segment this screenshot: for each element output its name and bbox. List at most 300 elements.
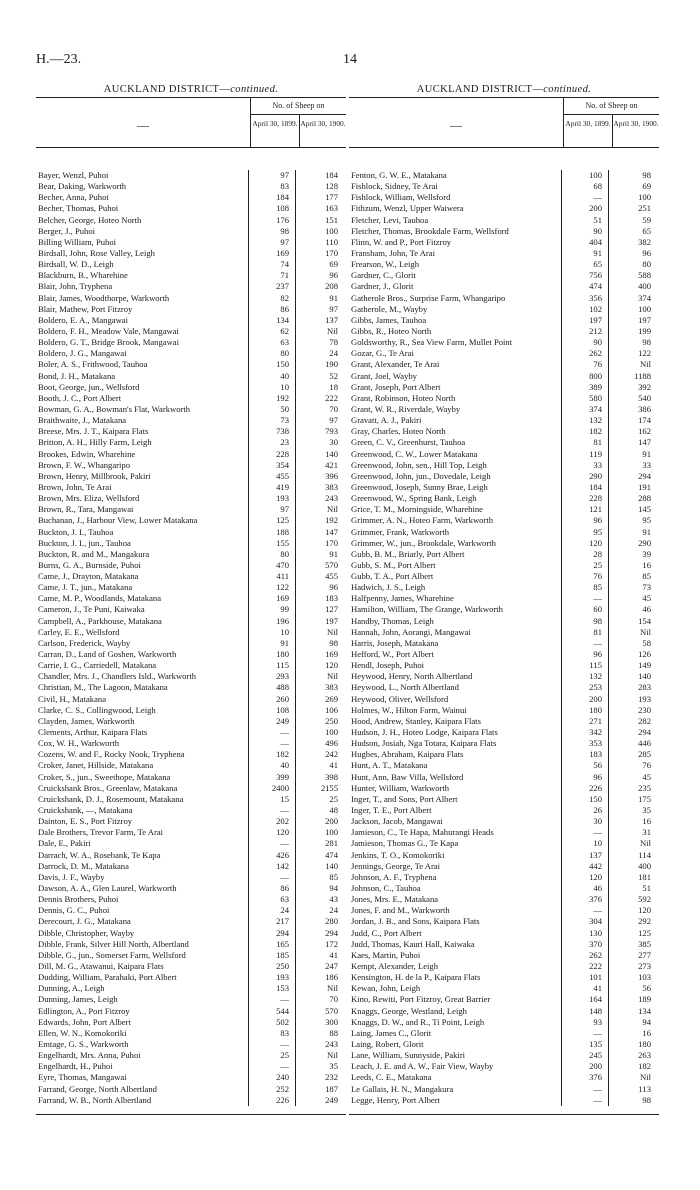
sheep-1899: 262 [561,950,609,961]
owner-name: Harris, Joseph, Matakana [351,637,439,648]
sheep-1899: 76 [561,571,609,582]
sheep-1900: 280 [325,916,338,927]
sheep-1900: 113 [638,1083,651,1094]
owner-name: Knaggs, George, Westland, Leigh [351,1005,467,1016]
sheep-1899: 46 [561,883,609,894]
sheep-1900: 56 [642,983,651,994]
sheep-1900: 126 [638,649,651,660]
owner-name: Johnson, C., Tauhoa [351,883,421,893]
table-row [36,582,346,593]
owner-name: Grant, W. R., Riverdale, Wayby [351,403,461,414]
table-row [36,170,346,181]
table-row [36,237,346,248]
sheep-1900: 2155 [320,782,338,793]
owner-name: Jenkins, T. O., Komokoriki [351,849,445,860]
sheep-1900: 85 [642,571,651,582]
sheep-1900: 162 [638,426,651,437]
sheep-1900: Nil [327,671,338,682]
sheep-count-header: No. of Sheep on [564,98,659,115]
sheep-1899: 83 [248,181,296,192]
sheep-1899: 90 [561,226,609,237]
table-row [349,961,659,972]
owner-name: Belcher, George, Hoteo North [38,214,142,225]
sheep-1900: 41 [329,760,338,771]
sheep-1899: 370 [561,939,609,950]
sheep-1899: 108 [248,203,296,214]
sheep-1900: 199 [638,325,651,336]
table-row [349,549,659,560]
sheep-1899: 10 [248,627,296,638]
table-row [36,404,346,415]
owner-name: Brown, John, Te Arai [38,481,112,492]
sheep-1900: 100 [325,225,338,236]
owner-name: Came, J. T., jun., Matakana [38,582,133,593]
sheep-1900: 263 [638,1050,651,1061]
owner-name: Jordan, J. B., and Sons, Kaipara Flats [351,916,480,927]
table-row [36,850,346,861]
sheep-1899: 155 [248,538,296,549]
owner-name: Grimmer, A. N., Hoteo Farm, Warkworth [351,515,494,526]
sheep-1899: 97 [248,237,296,248]
owner-name: Cruickshank, —, Matakana [38,805,133,816]
table-row [349,449,659,460]
table-row [349,437,659,448]
sheep-1899: 356 [561,293,609,304]
sheep-1899: 185 [248,950,296,961]
sheep-1900: 94 [642,1016,651,1027]
sheep-1899: 200 [561,1061,609,1072]
table-row [36,560,346,571]
district-title: AUCKLAND DISTRICT—continued. [103,84,279,95]
sheep-1900: Nil [640,1072,651,1083]
owner-name: Gatherole Bros., Surprise Farm, Whangaripo [351,292,506,303]
table-row [36,916,346,927]
sheep-1900: 80 [642,259,651,270]
sheep-1900: 169 [325,649,338,660]
table-row [36,593,346,604]
table-row [36,1050,346,1061]
owner-name: Grant, Alexander, Te Arai [351,359,440,370]
sheep-1899: 40 [248,760,296,771]
sheep-1900: 48 [329,805,338,816]
table-row [349,538,659,549]
sheep-1900: 474 [325,849,338,860]
sheep-1899: 115 [248,660,296,671]
sheep-1900: 46 [642,604,651,615]
sheep-1900: 496 [325,738,338,749]
sheep-1900: 69 [329,259,338,270]
table-row [36,326,346,337]
table-row [36,972,346,983]
owner-name: Bond, J. H., Matakana [38,370,116,381]
owner-name: Cruickshank, D. J., Rosemount, Matakana [38,793,184,804]
owner-name: Dunning, A., Leigh [38,983,105,994]
sheep-1900: 273 [638,960,651,971]
sheep-1900: 793 [325,426,338,437]
owner-name: Hudson, Josiah, Nga Totara, Kaipara Flats [351,738,497,749]
sheep-1900: 97 [329,303,338,314]
sheep-1899: 228 [248,449,296,460]
sheep-1899: — [248,872,296,883]
sheep-1900: 41 [329,949,338,960]
table-row [349,192,659,203]
table-row [36,950,346,961]
sheep-1900: Nil [327,1050,338,1061]
sheep-1899: 442 [561,861,609,872]
sheep-1900: 45 [642,593,651,604]
sheep-1899: 250 [248,961,296,972]
sheep-1899: 455 [248,471,296,482]
table-row [349,404,659,415]
owner-name: Gibbs, R., Hoteo North [351,325,432,336]
sheep-1899: 304 [561,916,609,927]
owner-name: Knaggs, D. W., and R., Ti Point, Leigh [351,1016,485,1027]
sheep-1900: 96 [642,247,651,258]
table-row [36,894,346,905]
owner-name: Frearson, W., Leigh [351,259,420,270]
sheep-1900: 243 [325,493,338,504]
sheep-1899: 245 [561,1050,609,1061]
table-row [36,281,346,292]
owner-name: Kino, Rewiti, Port Fitzroy, Great Barrier [351,994,491,1005]
sheep-1899: 488 [248,682,296,693]
table-row [36,215,346,226]
owner-name: Engelhardt, Mrs. Anna, Puhoi [38,1050,141,1061]
sheep-1900: 18 [329,381,338,392]
sheep-1899: 71 [248,270,296,281]
owner-name: Heywood, Henry, North Albertland [351,671,473,682]
sheep-1900: 191 [638,481,651,492]
sheep-table [36,97,346,1115]
sheep-1900: 91 [329,548,338,559]
sheep-1899: — [248,1061,296,1072]
date-1900-header: April 30, 1900. [613,119,659,128]
owner-name: Blackburn, B., Wharehine [38,270,128,281]
owner-name: Dill, M. G., Atawanui, Kaipara Flats [38,960,164,971]
sheep-1899: — [561,1095,609,1106]
owner-name: Hudson, J. H., Hoteo Lodge, Kaipara Flats [351,727,498,738]
sheep-1900: 24 [329,905,338,916]
sheep-1899: 93 [561,1017,609,1028]
owner-name: Burns, G. A., Burnside, Puhoi [38,559,141,570]
sheep-1900: 24 [329,348,338,359]
table-row [349,738,659,749]
table-row [349,671,659,682]
sheep-1899: 426 [248,850,296,861]
sheep-1900: 114 [638,849,651,860]
sheep-1900: 182 [638,1061,651,1072]
owner-name: Edwards, John, Port Albert [38,1016,131,1027]
table-row [349,471,659,482]
table-row [36,616,346,627]
owner-name: Dale, E., Pakiri [38,838,91,849]
sheep-1900: 98 [642,170,651,180]
table-row [349,716,659,727]
sheep-1900: 140 [638,671,651,682]
owner-name: Flinn, W. and P., Port Fitzroy [351,236,452,247]
sheep-1900: 186 [325,972,338,983]
owner-name: Came, M. P., Woodlands, Matakana [38,593,162,604]
table-row [36,649,346,660]
sheep-1899: 80 [248,348,296,359]
table-row [36,1039,346,1050]
owner-name: Croker, S., jun., Sweethope, Matakana [38,771,171,782]
sheep-1899: 580 [561,393,609,404]
table-row [349,326,659,337]
sheep-1900: 91 [642,448,651,459]
sheep-1899: — [248,1039,296,1050]
owner-name: Fishlock, William, Wellsford [351,192,451,203]
table-row [349,972,659,983]
owner-name: Gubb, B. M., Briarly, Port Albert [351,548,465,559]
owner-name: Bayer, Wenzl, Puhoi [38,170,109,180]
sheep-1899: 184 [561,482,609,493]
sheep-1900: 392 [638,381,651,392]
owner-name: Carley, E. E., Wellsford [38,626,120,637]
owner-name: Bowman, G. A., Bowman's Flat, Warkworth [38,403,191,414]
sheep-1900: 65 [642,225,651,236]
owner-name: Gibbs, James, Tauhoa [351,314,427,325]
sheep-1900: 283 [638,682,651,693]
sheep-1900: 16 [642,1027,651,1038]
sheep-1899: 196 [248,616,296,627]
owner-name: Inger, T., and Sons, Port Albert [351,793,458,804]
table-row [36,315,346,326]
table-row [349,1050,659,1061]
sheep-1899: 150 [561,794,609,805]
table-row [36,961,346,972]
sheep-1900: 69 [642,181,651,192]
sheep-1899: 188 [248,527,296,538]
sheep-1900: 294 [638,727,651,738]
sheep-1900: 400 [638,860,651,871]
sheep-1899: — [561,1084,609,1095]
owner-name: Le Gallais, H. N., Mangakura [351,1083,454,1094]
sheep-1900: 588 [638,270,651,281]
sheep-1899: 202 [248,816,296,827]
owner-name: Kempt, Alexander, Leigh [351,960,438,971]
table-row [349,838,659,849]
owner-name: Clements, Arthur, Kaipara Flats [38,727,148,738]
sheep-1899: 23 [248,437,296,448]
sheep-1900: 269 [325,693,338,704]
sheep-1899: — [561,827,609,838]
owner-name: Birdsall, W. D., Leigh [38,259,114,270]
sheep-1900: 230 [638,704,651,715]
table-row [349,493,659,504]
sheep-1900: 222 [325,392,338,403]
owner-name: Heywood, L., North Albertland [351,682,459,693]
sheep-1899: 63 [248,337,296,348]
owner-name: Gubb, S. M., Port Albert [351,559,436,570]
owner-name: Clarke, C. S., Collingwood, Leigh [38,704,156,715]
sheep-1900: 128 [325,181,338,192]
sheep-1899: 756 [561,270,609,281]
owner-name: Dibble, Christopher, Wayby [38,927,135,938]
sheep-1899: 271 [561,716,609,727]
sheep-1900: Nil [327,983,338,994]
owner-name: Boot, George, jun., Wellsford [38,381,140,392]
sheep-1899: 51 [561,215,609,226]
sheep-1899: 99 [248,604,296,615]
sheep-1899: 115 [561,660,609,671]
sheep-1900: 100 [638,192,651,203]
owner-name: Breese, Mrs. J. T., Kaipara Flats [38,426,149,437]
sheep-1900: 103 [638,972,651,983]
sheep-1900: 382 [638,236,651,247]
sheep-1899: 28 [561,549,609,560]
sheep-1900: 95 [642,515,651,526]
sheep-1899: 81 [561,437,609,448]
table-row [36,1095,346,1106]
owner-name: Hadwich, J. S., Leigh [351,582,426,593]
sheep-1900: 59 [642,214,651,225]
owner-name: Booth, J. C., Port Albert [38,392,122,403]
table-row [349,1028,659,1039]
page-header [36,52,664,72]
table-row [36,393,346,404]
sheep-1899: — [561,1028,609,1039]
sheep-1900: 25 [329,793,338,804]
sheep-1900: 421 [325,459,338,470]
sheep-1900: 100 [325,827,338,838]
table-row [349,1039,659,1050]
owner-name: Dainton, E. S., Port Fitzroy [38,816,133,827]
owner-name: Boldero, E. A., Mangawai [38,314,128,325]
table-row [349,638,659,649]
owner-name: Brown, F. W., Whangaripo [38,459,131,470]
table-header [36,98,346,148]
owner-name: Brookes, Edwin, Wharehine [38,448,136,459]
sheep-1899: 26 [561,805,609,816]
sheep-1899: 10 [248,382,296,393]
right-column [349,82,659,1115]
table-row [36,905,346,916]
table-row [36,827,346,838]
sheep-1899: 228 [561,493,609,504]
table-row [36,304,346,315]
owner-name: Carran, D., Land of Goshen, Warkworth [38,649,177,660]
owner-name: Billing William, Puhoi [38,236,117,247]
table-row [36,671,346,682]
table-row [349,772,659,783]
table-row [36,493,346,504]
table-row [349,237,659,248]
owner-name: Heywood, Oliver, Wellsford [351,693,449,704]
sheep-1899: 33 [561,460,609,471]
owner-name: Greenwood, W., Spring Bank, Leigh [351,493,477,504]
sheep-1899: 169 [248,593,296,604]
sheep-1900: 98 [329,637,338,648]
table-row [349,694,659,705]
table-row [36,504,346,515]
sheep-1900: 88 [329,1027,338,1038]
table-row [36,816,346,827]
sheep-1899: 85 [561,582,609,593]
table-row [349,749,659,760]
table-row [349,415,659,426]
owner-name: Greenwood, John, sen., Hill Top, Leigh [351,459,487,470]
sheep-1899: 135 [561,1039,609,1050]
sheep-1900: 134 [638,1005,651,1016]
table-row [36,348,346,359]
table-row [36,203,346,214]
owner-name: Fransham, John, Te Arai [351,247,435,258]
owner-name: Fletcher, Thomas, Brookdale Farm, Wellsford [351,225,509,236]
table-row [36,772,346,783]
table-row [349,304,659,315]
sheep-1899: 148 [561,1006,609,1017]
sheep-1899: 354 [248,460,296,471]
owner-name: Hefford, W., Port Albert [351,649,434,660]
owner-name: Emtage, G. S., Warkworth [38,1038,129,1049]
owner-name: Carlson, Frederick, Wayby [38,637,131,648]
sheep-1899: 81 [561,627,609,638]
owner-name: Inger, T. E., Port Albert [351,805,432,816]
sheep-1900: 45 [642,771,651,782]
date-1899-header: April 30, 1899. [251,115,300,147]
owner-name: Jones, F. and M., Warkworth [351,905,450,916]
sheep-1899: 226 [248,1095,296,1106]
sheep-1900: 181 [638,871,651,882]
sheep-1900: 300 [325,1016,338,1027]
sheep-1899: 237 [248,281,296,292]
sheep-1899: 192 [248,393,296,404]
table-row [36,928,346,939]
owner-name: Greenwood, John, jun., Dovedale, Leigh [351,470,491,481]
sheep-1900: 285 [638,749,651,760]
table-row [36,861,346,872]
table-row [36,604,346,615]
sheep-1899: 86 [248,304,296,315]
sheep-1899: 98 [561,616,609,627]
sheep-1899: 153 [248,983,296,994]
sheep-1900: 96 [329,270,338,281]
sheep-1899: 180 [248,649,296,660]
sheep-1900: 290 [638,537,651,548]
sheep-1900: 98 [642,1094,651,1105]
sheep-1900: 43 [329,894,338,905]
sheep-1900: Nil [640,626,651,637]
sheep-1900: 76 [642,760,651,771]
owner-name: Jamieson, Thomas G., Te Kapa [351,838,459,849]
sheep-1899: 120 [561,872,609,883]
sheep-1899: 62 [248,326,296,337]
table-row [349,616,659,627]
sheep-1900: 208 [325,281,338,292]
sheep-1899: — [561,593,609,604]
sheep-1899: 544 [248,1006,296,1017]
sheep-1900: 396 [325,470,338,481]
sheep-1900: 140 [325,448,338,459]
owner-name: Becher, Thomas, Puhoi [38,203,119,214]
owner-name: Grant, Joseph, Port Albert [351,381,441,392]
sheep-1900: 58 [642,637,651,648]
table-row [36,449,346,460]
owner-name: Croker, Janet, Hillside, Matakana [38,760,154,771]
sheep-1900: 292 [638,916,651,927]
table-row [36,1006,346,1017]
sheep-1899: 95 [561,527,609,538]
table-row [36,515,346,526]
sheep-1899: 102 [561,304,609,315]
sheep-1899: 193 [248,972,296,983]
owner-name: Boldero, F. H., Meadow Vale, Mangawai [38,325,179,336]
owner-name: Cameron, J., Te Puni, Kaiwaka [38,604,145,615]
table-row [349,582,659,593]
owner-name: Civil, H., Matakana [38,693,107,704]
table-row [36,1084,346,1095]
